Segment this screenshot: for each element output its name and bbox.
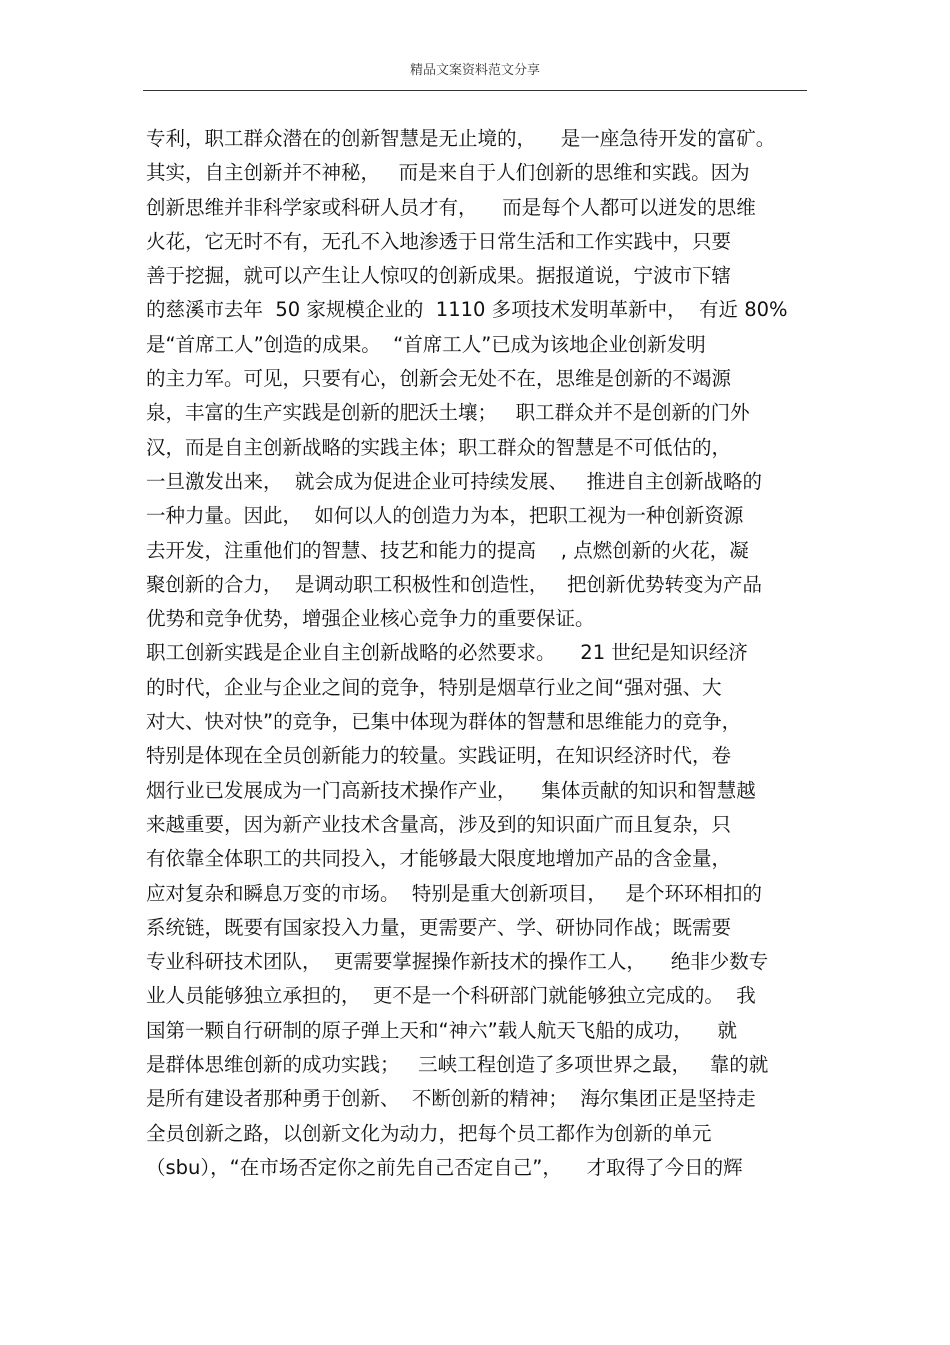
text-line: 聚创新的合力， 是调动职工积极性和创造性， 把创新优势转变为产品 [146,572,762,596]
text-line: 是群体思维创新的成功实践； 三峡工程创造了多项世界之最， 靠的就 [146,1053,769,1077]
text-line: 一旦激发出来， 就会成为促进企业可持续发展、 推进自主创新战略的 [146,469,762,493]
text-line: 善于挖掘，就可以产生让人惊叹的创新成果。据报道说，宁波市下辖 [146,264,732,288]
text-line: 泉，丰富的生产实践是创新的肥沃土壤； 职工群众并不是创新的门外 [146,401,750,425]
text-line: 业人员能够独立承担的， 更不是一个科研部门就能够独立完成的。 我 [146,984,756,1008]
text-line: 创新思维并非科学家或科研人员才有， 而是每个人都可以迸发的思维 [146,195,756,219]
text-line: 去开发，注重他们的智慧、技艺和能力的提高 , 点燃创新的火花，凝 [146,538,749,562]
text-line: 应对复杂和瞬息万变的市场。 特别是重大创新项目， 是个环环相扣的 [146,881,762,905]
text-line: 其实，自主创新并不神秘， 而是来自于人们创新的思维和实践。因为 [146,161,750,185]
text-line: 职工创新实践是企业自主创新战略的必然要求。 21 世纪是知识经济 [146,641,748,665]
text-line: 火花，它无时不有，无孔不入地渗透于日常生活和工作实践中，只要 [146,229,732,253]
text-line: 的时代，企业与企业之间的竞争，特别是烟草行业之间“强对强、大 [146,675,722,699]
text-line: 专业科研技术团队， 更需要掌握操作新技术的操作工人， 绝非少数专 [146,950,769,974]
text-line: 来越重要，因为新产业技术含量高，涉及到的知识面广而且复杂，只 [146,812,732,836]
text-line: 全员创新之路，以创新文化为动力，把每个员工都作为创新的单元 [146,1121,712,1145]
page-header: 精品文案资料范文分享 [409,63,540,78]
text-line: 的慈溪市去年 50 家规模企业的 1110 多项技术发明革新中， 有近 80% [146,298,788,322]
text-line: 汉，而是自主创新战略的实践主体；职工群众的智慧是不可低估的， [146,435,732,459]
text-line: 对大、快对快”的竞争，已集中体现为群体的智慧和思维能力的竞争， [146,710,742,734]
header-divider [143,90,807,91]
text-line: 特别是体现在全员创新能力的较量。实践证明，在知识经济时代，卷 [146,744,732,768]
text-line: 系统链，既要有国家投入力量，更需要产、学、研协同作战；既需要 [146,915,732,939]
text-line: （sbu），“在市场否定你之前先自己否定自己”， 才取得了今日的辉 [146,1155,743,1179]
text-line: 一种力量。因此， 如何以人的创造力为本，把职工视为一种创新资源 [146,504,744,528]
text-line: 专利，职工群众潜在的创新智慧是无止境的， 是一座急待开发的富矿。 [146,127,776,150]
text-line: 是“首席工人”创造的成果。 “首席工人”已成为该地企业创新发明 [146,332,706,356]
text-line: 的主力军。可见，只要有心，创新会无处不在，思维是创新的不竭源 [146,367,732,391]
text-line: 国第一颗自行研制的原子弹上天和“神六”载人航天飞船的成功， 就 [146,1018,737,1042]
body-text [146,122,816,1185]
text-line: 烟行业已发展成为一门高新技术操作产业， 集体贡献的知识和智慧越 [146,778,756,802]
text-line: 是所有建设者那种勇于创新、 不断创新的精神； 海尔集团正是坚持走 [146,1087,756,1111]
text-line: 优势和竞争优势，增强企业核心竞争力的重要保证。 [146,607,595,631]
text-line: 有依靠全体职工的共同投入，才能够最大限度地增加产品的含金量， [146,847,732,871]
